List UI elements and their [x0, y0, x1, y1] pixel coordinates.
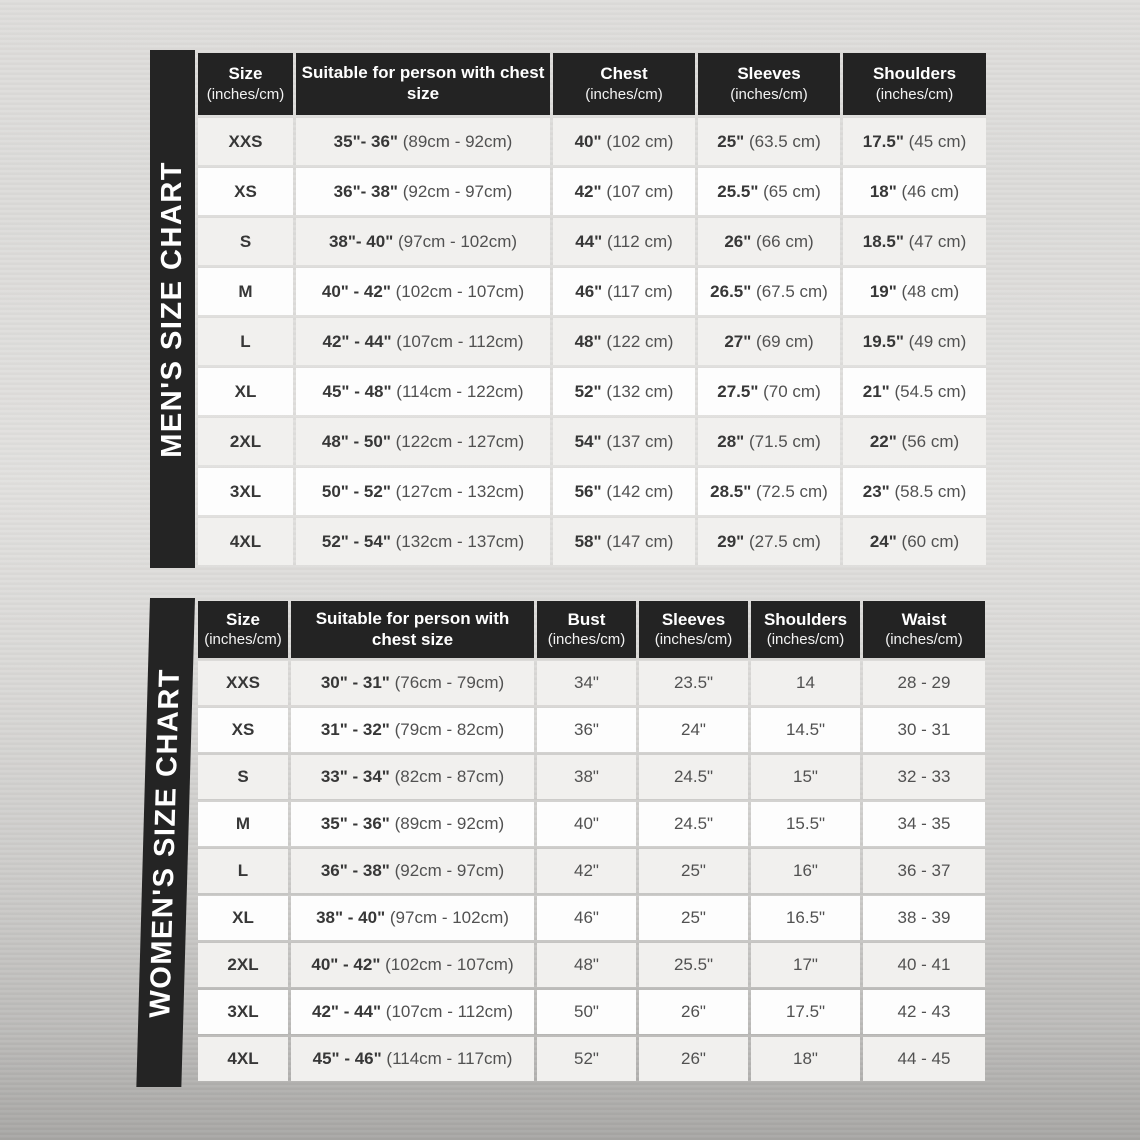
table-cell: 48"	[537, 943, 636, 987]
table-cell: 24.5"	[639, 755, 748, 799]
table-row	[198, 708, 985, 752]
size-cell: XL	[198, 896, 288, 940]
table-cell: 17.5"	[751, 990, 860, 1034]
table-cell: 42 - 43	[863, 990, 985, 1034]
table-row	[198, 990, 985, 1034]
table-cell: 18" (46 cm)	[843, 168, 986, 215]
table-row	[198, 849, 985, 893]
table-cell: 26" (66 cm)	[698, 218, 840, 265]
size-cell: XXS	[198, 118, 293, 165]
table-cell: 38"- 40" (97cm - 102cm)	[296, 218, 550, 265]
table-row	[198, 418, 986, 465]
table-cell: 42" - 44" (107cm - 112cm)	[296, 318, 550, 365]
table-cell: 40 - 41	[863, 943, 985, 987]
table-cell: 42" - 44" (107cm - 112cm)	[291, 990, 534, 1034]
table-cell: 52"	[537, 1037, 636, 1081]
size-cell: XS	[198, 168, 293, 215]
table-cell: 36 - 37	[863, 849, 985, 893]
size-cell: M	[198, 802, 288, 846]
table-row	[198, 802, 985, 846]
table-cell: 14.5"	[751, 708, 860, 752]
table-cell: 35"- 36" (89cm - 92cm)	[296, 118, 550, 165]
table-cell: 52" - 54" (132cm - 137cm)	[296, 518, 550, 565]
table-cell: 44 - 45	[863, 1037, 985, 1081]
size-cell: L	[198, 849, 288, 893]
table-cell: 40" - 42" (102cm - 107cm)	[291, 943, 534, 987]
table-cell: 30" - 31" (76cm - 79cm)	[291, 661, 534, 705]
size-cell: S	[198, 755, 288, 799]
column-header: Shoulders (inches/cm)	[843, 53, 986, 115]
mens-size-chart-section	[150, 50, 989, 568]
mens-sidebar	[150, 50, 195, 568]
table-cell: 26"	[639, 1037, 748, 1081]
table-cell: 26"	[639, 990, 748, 1034]
column-header: Size (inches/cm)	[198, 53, 293, 115]
table-cell: 25.5"	[639, 943, 748, 987]
table-row	[198, 268, 986, 315]
table-cell: 58" (147 cm)	[553, 518, 695, 565]
table-cell: 42" (107 cm)	[553, 168, 695, 215]
size-cell: M	[198, 268, 293, 315]
table-cell: 48" - 50" (122cm - 127cm)	[296, 418, 550, 465]
table-cell: 36"- 38" (92cm - 97cm)	[296, 168, 550, 215]
size-cell: S	[198, 218, 293, 265]
table-row	[198, 1037, 985, 1081]
table-cell: 15.5"	[751, 802, 860, 846]
column-header: Suitable for person with chest size	[296, 53, 550, 115]
size-cell: 3XL	[198, 990, 288, 1034]
size-cell: 2XL	[198, 943, 288, 987]
womens-sidebar-label: WOMEN'S SIZE CHART	[144, 667, 187, 1018]
table-cell: 54" (137 cm)	[553, 418, 695, 465]
table-cell: 38"	[537, 755, 636, 799]
table-cell: 15"	[751, 755, 860, 799]
table-cell: 27.5" (70 cm)	[698, 368, 840, 415]
womens-sidebar	[136, 598, 195, 1087]
table-cell: 22" (56 cm)	[843, 418, 986, 465]
column-header: Sleeves (inches/cm)	[639, 601, 748, 658]
header-row	[198, 601, 985, 658]
table-cell: 46"	[537, 896, 636, 940]
table-cell: 34 - 35	[863, 802, 985, 846]
womens-size-table	[195, 598, 988, 1084]
table-cell: 26.5" (67.5 cm)	[698, 268, 840, 315]
table-cell: 40" (102 cm)	[553, 118, 695, 165]
table-cell: 23.5"	[639, 661, 748, 705]
table-row	[198, 318, 986, 365]
size-cell: 4XL	[198, 518, 293, 565]
table-cell: 35" - 36" (89cm - 92cm)	[291, 802, 534, 846]
table-cell: 23" (58.5 cm)	[843, 468, 986, 515]
table-cell: 29" (27.5 cm)	[698, 518, 840, 565]
table-cell: 28 - 29	[863, 661, 985, 705]
table-cell: 45" - 48" (114cm - 122cm)	[296, 368, 550, 415]
table-cell: 14	[751, 661, 860, 705]
column-header: Sleeves (inches/cm)	[698, 53, 840, 115]
column-header: Suitable for person with chest size	[291, 601, 534, 658]
table-cell: 25.5" (65 cm)	[698, 168, 840, 215]
column-header: Chest (inches/cm)	[553, 53, 695, 115]
table-cell: 34"	[537, 661, 636, 705]
table-cell: 38" - 40" (97cm - 102cm)	[291, 896, 534, 940]
table-cell: 27" (69 cm)	[698, 318, 840, 365]
table-row	[198, 518, 986, 565]
womens-size-chart-section	[144, 598, 988, 1087]
table-row	[198, 755, 985, 799]
table-cell: 24.5"	[639, 802, 748, 846]
table-cell: 50"	[537, 990, 636, 1034]
table-cell: 48" (122 cm)	[553, 318, 695, 365]
table-cell: 25"	[639, 849, 748, 893]
size-cell: XS	[198, 708, 288, 752]
table-row	[198, 468, 986, 515]
table-cell: 25" (63.5 cm)	[698, 118, 840, 165]
table-cell: 17"	[751, 943, 860, 987]
table-cell: 19.5" (49 cm)	[843, 318, 986, 365]
table-cell: 52" (132 cm)	[553, 368, 695, 415]
table-cell: 44" (112 cm)	[553, 218, 695, 265]
size-cell: 3XL	[198, 468, 293, 515]
table-cell: 33" - 34" (82cm - 87cm)	[291, 755, 534, 799]
table-cell: 18"	[751, 1037, 860, 1081]
size-cell: 2XL	[198, 418, 293, 465]
table-cell: 16"	[751, 849, 860, 893]
table-cell: 18.5" (47 cm)	[843, 218, 986, 265]
table-cell: 42"	[537, 849, 636, 893]
table-cell: 17.5" (45 cm)	[843, 118, 986, 165]
table-row	[198, 661, 985, 705]
table-cell: 36"	[537, 708, 636, 752]
table-row	[198, 118, 986, 165]
table-cell: 38 - 39	[863, 896, 985, 940]
table-row	[198, 943, 985, 987]
table-cell: 24" (60 cm)	[843, 518, 986, 565]
size-cell: 4XL	[198, 1037, 288, 1081]
table-cell: 24"	[639, 708, 748, 752]
table-cell: 19" (48 cm)	[843, 268, 986, 315]
column-header: Shoulders (inches/cm)	[751, 601, 860, 658]
table-cell: 56" (142 cm)	[553, 468, 695, 515]
table-cell: 16.5"	[751, 896, 860, 940]
table-row	[198, 368, 986, 415]
size-cell: XXS	[198, 661, 288, 705]
table-cell: 50" - 52" (127cm - 132cm)	[296, 468, 550, 515]
table-cell: 32 - 33	[863, 755, 985, 799]
table-cell: 28.5" (72.5 cm)	[698, 468, 840, 515]
table-cell: 21" (54.5 cm)	[843, 368, 986, 415]
header-row	[198, 53, 986, 115]
size-cell: L	[198, 318, 293, 365]
column-header: Size (inches/cm)	[198, 601, 288, 658]
table-cell: 25"	[639, 896, 748, 940]
table-cell: 40" - 42" (102cm - 107cm)	[296, 268, 550, 315]
table-cell: 31" - 32" (79cm - 82cm)	[291, 708, 534, 752]
table-row	[198, 896, 985, 940]
column-header: Bust (inches/cm)	[537, 601, 636, 658]
size-cell: XL	[198, 368, 293, 415]
table-cell: 45" - 46" (114cm - 117cm)	[291, 1037, 534, 1081]
table-row	[198, 168, 986, 215]
column-header: Waist (inches/cm)	[863, 601, 985, 658]
table-cell: 30 - 31	[863, 708, 985, 752]
table-cell: 46" (117 cm)	[553, 268, 695, 315]
table-cell: 36" - 38" (92cm - 97cm)	[291, 849, 534, 893]
table-cell: 40"	[537, 802, 636, 846]
mens-size-table	[195, 50, 989, 568]
mens-sidebar-label: MEN'S SIZE CHART	[156, 160, 188, 458]
table-cell: 28" (71.5 cm)	[698, 418, 840, 465]
table-row	[198, 218, 986, 265]
